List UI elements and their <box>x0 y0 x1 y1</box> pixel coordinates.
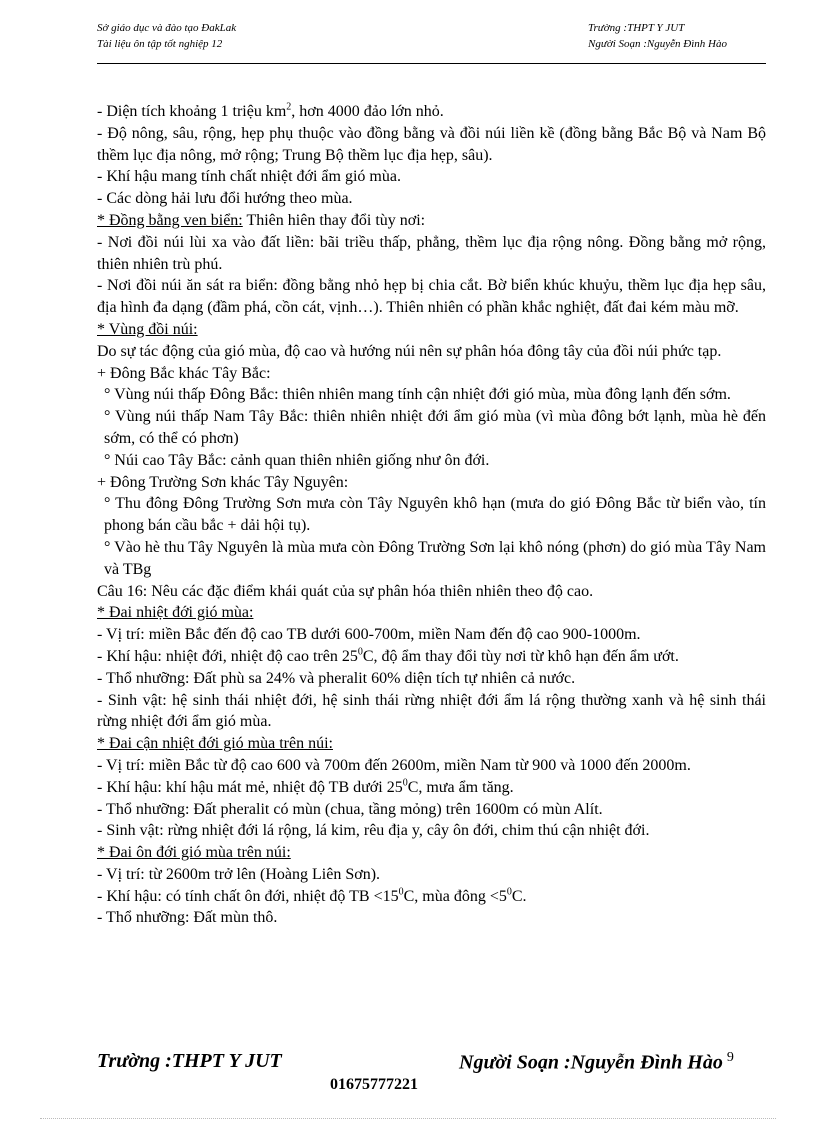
footer <box>97 1050 772 1080</box>
section-heading: * Đai ôn đới gió mùa trên núi: <box>97 844 291 862</box>
paragraph: - Khí hậu: có tính chất ôn đới, nhiệt độ TB $<15^0C$, mùa đông $<5^0C$. <box>97 886 527 905</box>
question: Câu 16: Nêu các đặc điểm khái quát của sự phân hóa thiên nhiên theo độ cao. <box>97 582 594 600</box>
footer-phone: 01675777221 <box>330 1076 418 1093</box>
paragraph: - Khí hậu: nhiệt đới, nhiệt độ cao trên $25^0C$, độ ẩm thay đổi tùy nơi từ khô hạn đến ẩm ướt. <box>97 646 679 665</box>
header-department: Sở giáo dục và đào tạo ĐakLak <box>97 22 237 34</box>
paragraph: - Diện tích khoảng 1 triệu $km^2$, hơn 4000 đảo lớn nhỏ. <box>97 101 444 120</box>
paragraph: - Khí hậu: khí hậu mát mẻ, nhiệt độ TB dưới $25^0C$, mưa ẩm tăng. <box>97 777 514 796</box>
paragraph: ° Thu đông Đông Trường Sơn mưa còn Tây Nguyên khô hạn (mưa do gió Đông Bắc từ biển vào, tín phong bán cầu bắc + dải hội tụ). <box>104 495 766 535</box>
footer-school: Trường :THPT Y JUT <box>97 1050 282 1072</box>
header-author: Người Soạn :Nguyễn Đình Hào <box>588 38 727 50</box>
page-number: 9 <box>726 1050 734 1065</box>
paragraph: - Vị trí: từ 2600m trở lên (Hoàng Liên Sơn). <box>97 865 381 883</box>
paragraph: - Thổ nhưỡng: Đất pheralit có mùn (chua, tầng mỏng) trên 1600m có mùn Alít. <box>97 800 603 818</box>
paragraph: ° Vùng núi thấp Đông Bắc: thiên nhiên mang tính cận nhiệt đới gió mùa, mùa đông lạnh đến sớm. <box>104 386 731 404</box>
paragraph: ° Vào hè thu Tây Nguyên là mùa mưa còn Đông Trường Sơn lại khô nóng (phơn) do gió mùa Tây Nam và TBg <box>104 538 766 578</box>
footer-author: Người Soạn :Nguyễn Đình Hào <box>459 1051 723 1074</box>
paragraph: + Đông Trường Sơn khác Tây Nguyên: <box>97 473 349 491</box>
paragraph: - Nơi đồi núi lùi xa vào đất liền: bãi triều thấp, phẳng, thềm lục địa rộng nông. Đồng bằng mở rộng, thiên nhiên trù phú. <box>97 233 766 273</box>
paragraph: - Nơi đồi núi ăn sát ra biển: đồng bằng nhỏ hẹp bị chia cắt. Bờ biển khúc khuỷu, thềm lục địa hẹp sâu, địa hình đa dạng (đầm phá, cồn cát, vịnh…). Thiên nhiên có phần khắc nghiệt, đất đai kém màu mỡ. <box>97 277 766 317</box>
paragraph: + Đông Bắc khác Tây Bắc: <box>97 364 271 382</box>
header-right <box>588 20 727 52</box>
paragraph: - Thổ nhưỡng: Đất mùn thô. <box>97 909 278 927</box>
paragraph: ° Vùng núi thấp Nam Tây Bắc: thiên nhiên nhiệt đới ẩm gió mùa (vì mùa đông bớt lạnh, mùa hè đến sớm, có thể có phơn) <box>104 408 766 447</box>
section-heading: * Vùng đồi núi: <box>97 320 198 338</box>
page-bottom-rule <box>40 1118 776 1119</box>
header-doc-title: Tài liệu ôn tập tốt nghiệp 12 <box>97 38 223 50</box>
paragraph: - Vị trí: miền Bắc đến độ cao TB dưới 600-700m, miền Nam đến độ cao 900-1000m. <box>97 626 641 644</box>
paragraph: - Vị trí: miền Bắc từ độ cao 600 và 700m đến 2600m, miền Nam từ 900 và 1000 đến 2000m. <box>97 756 691 774</box>
section-heading: * Đai cận nhiệt đới gió mùa trên núi: <box>97 735 333 753</box>
paragraph: - Sinh vật: rừng nhiệt đới lá rộng, lá kim, rêu địa y, cây ôn đới, chim thú cận nhiệt đới. <box>97 822 650 840</box>
paragraph: - Các dòng hải lưu đổi hướng theo mùa. <box>97 190 353 208</box>
paragraph: ° Núi cao Tây Bắc: cảnh quan thiên nhiên giống như ôn đới. <box>104 451 490 469</box>
header-divider <box>97 63 766 64</box>
paragraph: - Thổ nhưỡng: Đất phù sa 24% và pheralit 60% diện tích tự nhiên cả nước. <box>97 669 576 687</box>
paragraph: - Sinh vật: hệ sinh thái nhiệt đới, hệ sinh thái rừng nhiệt đới ẩm lá rộng thường xanh và hệ sinh thái rừng nhiệt đới ẩm gió mùa. <box>97 691 766 731</box>
header-left <box>97 20 236 52</box>
document-body <box>97 101 766 929</box>
paragraph: - Độ nông, sâu, rộng, hẹp phụ thuộc vào đồng bằng và đồi núi liền kề (đồng bằng Bắc Bộ và Nam Bộ thềm lục địa nông, mở rộng; Trung Bộ thềm lục địa hẹp, sâu). <box>97 124 766 164</box>
section-heading: * Đai nhiệt đới gió mùa: <box>97 604 254 622</box>
header-school: Trường :THPT Y JUT <box>588 22 685 34</box>
section-heading: * Đồng bằng ven biển: Thiên hiên thay đổi tùy nơi: <box>97 211 426 229</box>
paragraph: Do sự tác động của gió mùa, độ cao và hướng núi nên sự phân hóa đông tây của đồi núi phức tạp. <box>97 342 722 360</box>
footer-author-wrap <box>459 1050 734 1075</box>
paragraph: - Khí hậu mang tính chất nhiệt đới ẩm gió mùa. <box>97 168 401 186</box>
